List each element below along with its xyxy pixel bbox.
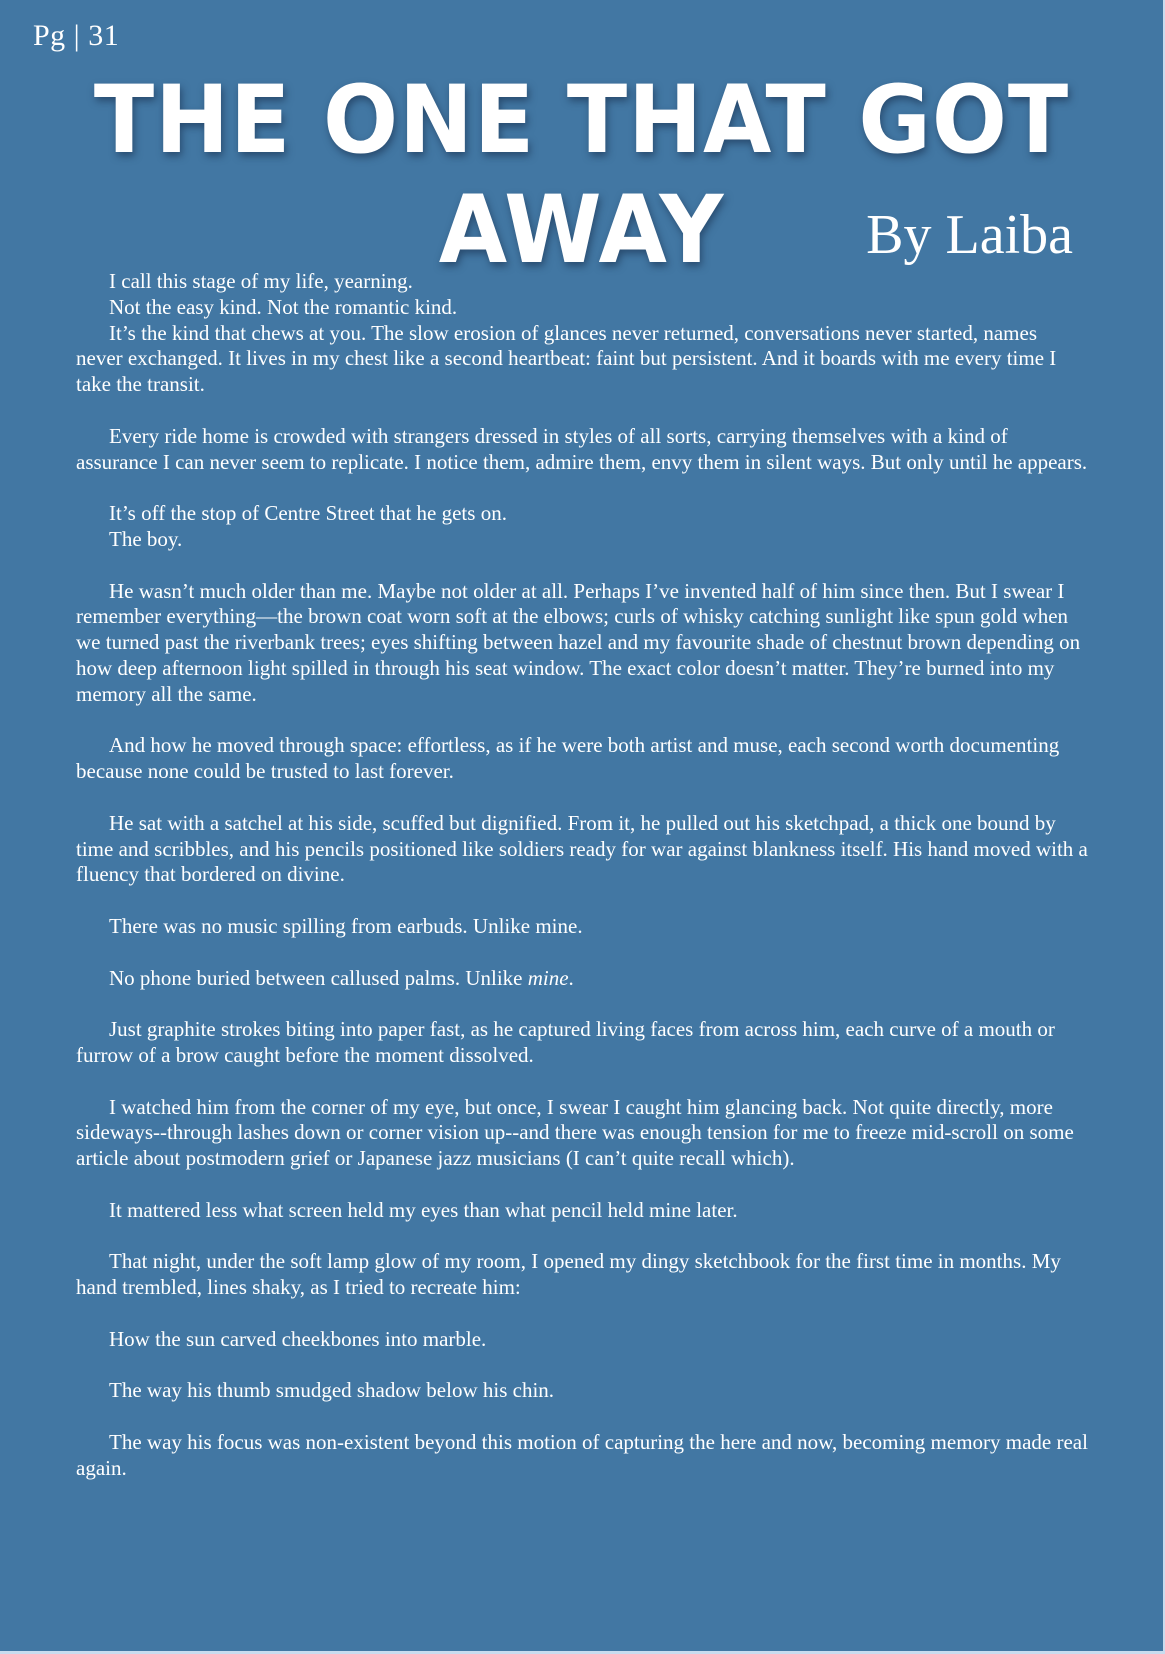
paragraph: It’s the kind that chews at you. The slow erosion of glances never returned, conversations never started, names never exchanged. It lives in my chest like a second heartbeat: faint but persistent. And it boards with me every time I take the transit.: [76, 320, 1057, 397]
paragraph: He sat with a satchel at his side, scuffed but dignified. From it, he pulled out his sketchpad, a thick one bound by time and scribbles, and his pencils positioned like soldiers ready for war against blankness itself. His hand moved with a fluency that bordered on divine.: [76, 810, 1088, 887]
paragraph: The way his focus was non-existent beyond this motion of capturing the here and now, becoming memory made real again.: [76, 1429, 1088, 1480]
paragraph: The boy.: [109, 526, 183, 551]
paragraph: I watched him from the corner of my eye, but once, I swear I caught him glancing back. Not quite directly, more sideways--through lashes down or corner vision up--and there was enough tension for me to freeze mid-scroll on some article about postmodern grief or Japanese jazz musicians (I can’t quite recall which).: [76, 1094, 1074, 1171]
paragraph: Every ride home is crowded with strangers dressed in styles of all sorts, carrying themselves with a kind of assurance I can never seem to replicate. I notice them, admire them, envy them in silent ways. But only until he appears.: [76, 423, 1088, 474]
paragraph: It’s off the stop of Centre Street that he gets on.: [109, 501, 507, 526]
author-byline: By Laiba: [866, 204, 1073, 266]
paragraph: And how he moved through space: effortless, as if he were both artist and muse, each second worth documenting because none could be trusted to last forever.: [76, 733, 1060, 784]
paragraph-tail: .: [568, 965, 574, 990]
paragraph: The way his thumb smudged shadow below his chin.: [109, 1378, 555, 1403]
paragraph: Not the easy kind. Not the romantic kind.: [109, 294, 458, 319]
article-title: THE ONE THAT GOT AWAY: [93, 66, 1070, 285]
paragraph: It mattered less what screen held my eyes than what pencil held mine later.: [109, 1197, 738, 1222]
paragraph: I call this stage of my life, yearning.: [109, 269, 413, 293]
emphasized-word: mine: [527, 965, 569, 990]
page-number: Pg | 31: [33, 19, 120, 52]
paragraph: He wasn’t much older than me. Maybe not older at all. Perhaps I’ve invented half of him since then. But I swear I remember everything—the brown coat worn soft at the elbows; curls of whisky catching sunlight like spun gold when we turned past the riverbank trees; eyes shifting between hazel and my favourite shade of chestnut brown depending on how deep afternoon light spilled in through his seat window. The exact color doesn’t matter. They’re burned into my memory all the same.: [76, 578, 1081, 706]
article-body: [76, 269, 1088, 1481]
paragraph: Just graphite strokes biting into paper fast, as he captured living faces from across him, each curve of a mouth or furrow of a brow caught before the moment dissolved.: [76, 1017, 1055, 1067]
paragraph: There was no music spilling from earbuds. Unlike mine.: [109, 913, 583, 938]
paragraph: How the sun carved cheekbones into marble.: [109, 1326, 487, 1351]
paragraph: [76, 966, 1088, 992]
paragraph-text: No phone buried between callused palms. Unlike: [109, 965, 528, 990]
paragraph: That night, under the soft lamp glow of my room, I opened my dingy sketchbook for the first time in months. My hand trembled, lines shaky, as I tried to recreate him:: [76, 1249, 1061, 1300]
